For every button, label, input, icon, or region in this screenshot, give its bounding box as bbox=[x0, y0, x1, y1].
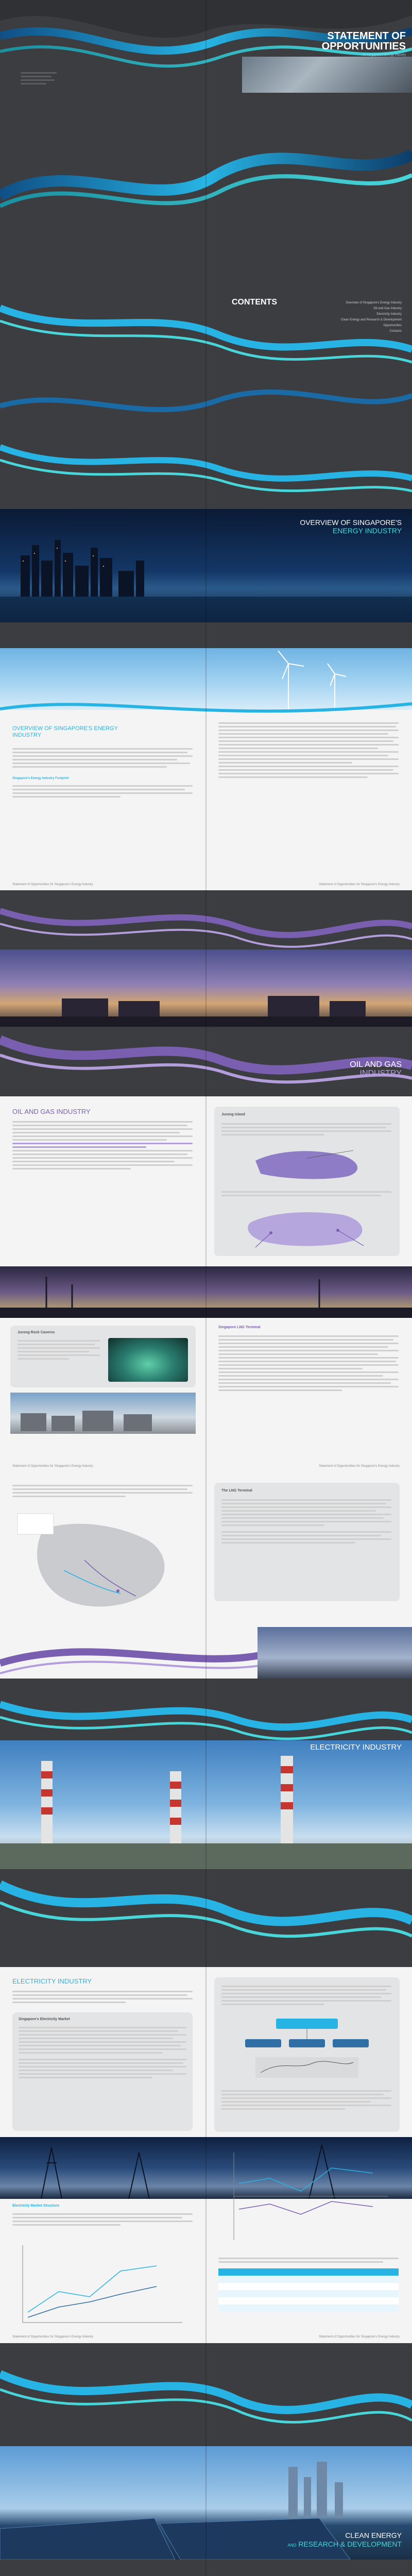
lng-title: Singapore LNG Terminal bbox=[218, 1326, 261, 1329]
electricity-market-panel bbox=[12, 2012, 193, 2131]
electricity-diagram-spread bbox=[0, 2137, 412, 2343]
clean-energy-banner-line2-row bbox=[237, 2540, 402, 2550]
statistics-table bbox=[218, 2268, 399, 2315]
contents-title: CONTENTS bbox=[232, 298, 277, 307]
lng-map-body bbox=[12, 1483, 193, 1499]
oil-gas-banner-line1: OIL AND GAS bbox=[350, 1060, 402, 1069]
cover-refinery-photo bbox=[242, 57, 412, 93]
structure-body bbox=[221, 1984, 391, 2007]
contents-list bbox=[309, 300, 402, 334]
overview-body-left bbox=[12, 746, 193, 770]
lng-terminal-title: The LNG Terminal bbox=[221, 1489, 252, 1493]
caverns-spread bbox=[0, 1266, 412, 1472]
electricity-panel-body bbox=[19, 2025, 186, 2080]
electricity-page-title: ELECTRICITY INDUSTRY bbox=[12, 1977, 92, 1985]
oil-gas-body-left bbox=[12, 1119, 193, 1172]
structure-body-2 bbox=[221, 2088, 391, 2112]
generation-flow-diagram bbox=[12, 2235, 193, 2333]
cover-title-line2: OPPORTUNITIES bbox=[321, 41, 406, 52]
market-structure-title: Electricity Market Structure bbox=[12, 2204, 60, 2208]
oil-gas-text-spread bbox=[0, 1096, 412, 1266]
page-footer: Statement of Opportunities for Singapore's Energy Industry bbox=[319, 2335, 400, 2338]
jurong-island-panel bbox=[214, 1107, 400, 1256]
cover-title bbox=[293, 31, 406, 52]
lng-terminal-body bbox=[221, 1497, 391, 1546]
asia-pipeline-map bbox=[12, 1509, 187, 1622]
clean-energy-banner-title bbox=[237, 2531, 402, 2550]
oil-gas-banner-line2: INDUSTRY bbox=[359, 1069, 402, 1078]
cover-address-block bbox=[21, 72, 67, 84]
overview-body-left-2 bbox=[12, 783, 193, 800]
overview-title-line2: INDUSTRY bbox=[12, 732, 42, 738]
electricity-structure-panel bbox=[214, 1977, 400, 2132]
caverns-title: Jurong Rock Caverns bbox=[18, 1331, 55, 1334]
price-body bbox=[218, 2256, 399, 2265]
page-footer: Statement of Opportunities for Singapore's Energy Industry bbox=[12, 1465, 93, 1468]
panel-title: Jurong Island bbox=[221, 1113, 245, 1116]
caverns-body bbox=[18, 1338, 100, 1362]
overview-banner-spread bbox=[0, 432, 412, 648]
overview-body-right bbox=[218, 720, 399, 780]
page-footer: Statement of Opportunities for Singapore's Energy Industry bbox=[12, 2335, 93, 2338]
overview-page-title bbox=[12, 725, 118, 739]
lng-terminal-panel bbox=[214, 1483, 400, 1601]
cover-subtitle: for Singapore's Energy Industry bbox=[363, 54, 406, 57]
contents-spread bbox=[0, 215, 412, 432]
electricity-banner-title: ELECTRICITY INDUSTRY bbox=[310, 1743, 402, 1752]
contents-item[interactable]: Clean Energy and Research & Development bbox=[340, 318, 402, 321]
tank-farm-silhouette bbox=[10, 1393, 196, 1434]
tank-farm-photo bbox=[10, 1393, 196, 1434]
price-comparison-diagram bbox=[218, 2147, 399, 2250]
lng-map-spread bbox=[0, 1472, 412, 1679]
clean-energy-banner-spread bbox=[0, 2343, 412, 2576]
clean-energy-banner-prefix: AND bbox=[287, 2543, 297, 2548]
oil-gas-banner-title bbox=[309, 1060, 402, 1078]
contents-item[interactable]: Electricity Industry bbox=[376, 313, 402, 316]
bridge-photo bbox=[258, 1627, 412, 1679]
market-structure-body bbox=[12, 2211, 193, 2228]
oil-gas-page-title: OIL AND GAS INDUSTRY bbox=[12, 1108, 91, 1115]
lng-body bbox=[218, 1333, 399, 1393]
cavern-tunnel-photo bbox=[108, 1338, 188, 1382]
market-structure-diagram bbox=[235, 2016, 379, 2083]
panel-body bbox=[221, 1121, 391, 1138]
electricity-banner-spread bbox=[0, 1679, 412, 1967]
electricity-panel-title: Singapore's Electricity Market bbox=[19, 2018, 70, 2021]
clean-energy-banner-line2: RESEARCH & DEVELOPMENT bbox=[298, 2540, 402, 2548]
overview-banner-line2: ENERGY INDUSTRY bbox=[332, 527, 402, 535]
cover-spread bbox=[0, 0, 412, 215]
jurong-island-map bbox=[245, 1145, 369, 1181]
page-footer: Statement of Opportunities for Singapore's Energy Industry bbox=[319, 1465, 400, 1468]
oil-gas-banner-spread bbox=[0, 890, 412, 1096]
overview-subhead: Singapore's Energy Industry Footprint bbox=[12, 777, 69, 780]
overview-title-line1: OVERVIEW OF SINGAPORE'S ENERGY bbox=[12, 725, 118, 732]
electricity-text-spread bbox=[0, 1967, 412, 2137]
contents-item[interactable]: Contacts bbox=[389, 330, 402, 333]
panel-body-2 bbox=[221, 1189, 391, 1198]
contents-item[interactable]: Overview of Singapore's Energy Industry bbox=[346, 301, 402, 304]
contents-item[interactable]: Opportunities bbox=[383, 324, 402, 327]
overview-banner-line1: OVERVIEW OF SINGAPORE'S bbox=[300, 518, 402, 527]
singapore-island-map bbox=[235, 1202, 379, 1253]
page-footer: Statement of Opportunities for Singapore's Energy Industry bbox=[12, 883, 93, 886]
cover-title-line1: STATEMENT OF bbox=[327, 30, 406, 42]
contents-item[interactable]: Oil and Gas Industry bbox=[373, 307, 402, 310]
overview-text-spread bbox=[0, 648, 412, 890]
jurong-rock-caverns-panel bbox=[10, 1326, 196, 1387]
page-footer: Statement of Opportunities for Singapore's Energy Industry bbox=[319, 883, 400, 886]
electricity-body-left bbox=[12, 1989, 193, 2005]
overview-banner-title bbox=[247, 518, 402, 535]
clean-energy-banner-line1: CLEAN ENERGY bbox=[345, 2531, 402, 2539]
